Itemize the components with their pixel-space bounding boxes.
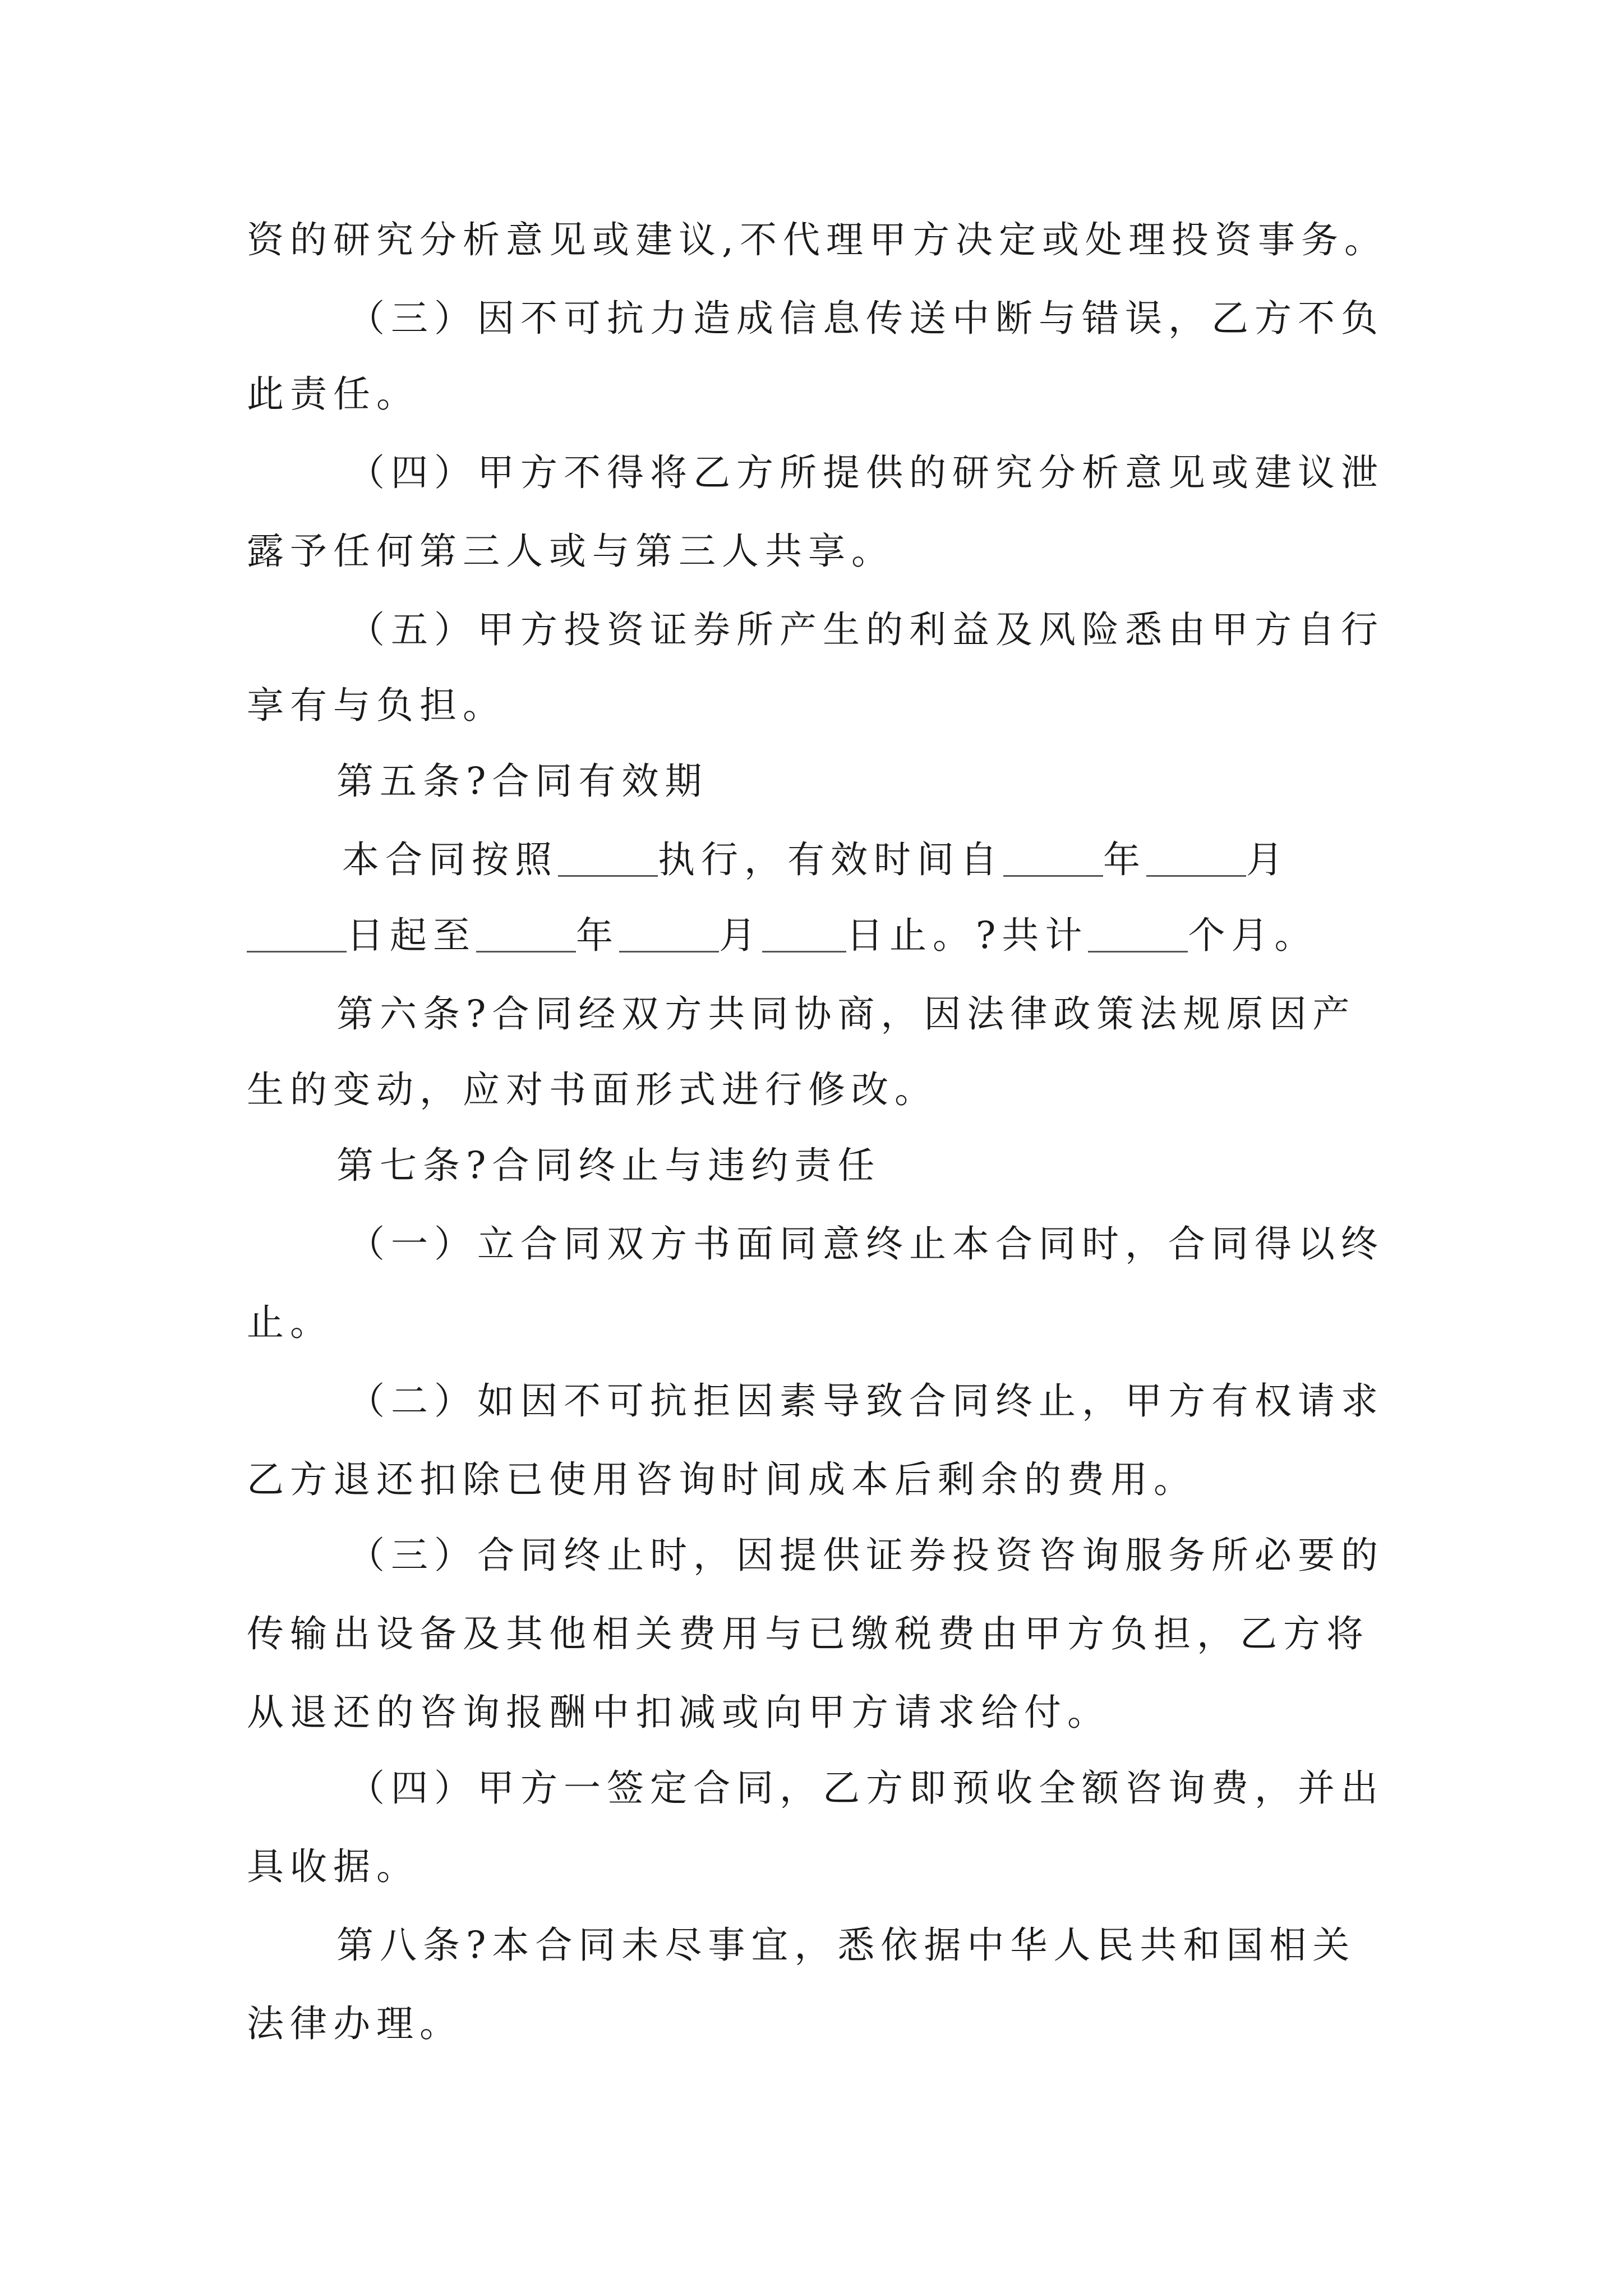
section-heading-text: 第五条?合同有效期 xyxy=(336,760,708,803)
text-line-content: （二）如因不可抗拒因素导致合同终止，甲方有权请求 xyxy=(348,1379,1384,1423)
blank-field xyxy=(762,914,846,953)
section-heading xyxy=(336,1135,1623,1197)
text-line xyxy=(348,1370,1623,1432)
text-line xyxy=(247,1059,1623,1121)
text-line-content: 享有与负担。 xyxy=(247,684,506,727)
text-line xyxy=(247,364,1623,425)
text-line xyxy=(247,1449,1623,1511)
text-line-content: （一）立合同双方书面同意终止本合同时，合同得以终 xyxy=(348,1222,1384,1266)
text-line xyxy=(247,1603,1623,1665)
term-text: 月 xyxy=(1246,838,1289,881)
term-text: 年 xyxy=(576,914,619,957)
term-text: 本合同按照 xyxy=(342,838,558,881)
blank-field xyxy=(1003,838,1103,877)
term-line-1 xyxy=(342,829,1623,891)
text-line-content: 乙方退还扣除已使用咨询时间成本后剩余的费用。 xyxy=(247,1458,1197,1501)
text-line-content: 生的变动，应对书面形式进行修改。 xyxy=(247,1068,938,1111)
text-line xyxy=(247,521,1623,582)
section-heading-text: 第八条?本合同未尽事宜，悉依据中华人民共和国相关 xyxy=(336,1924,1356,1967)
text-line xyxy=(247,1682,1623,1743)
text-line-content: （四）甲方不得将乙方所提供的研究分析意见或建议泄 xyxy=(348,451,1384,494)
term-text: 个月。 xyxy=(1188,914,1318,957)
text-line-content: 露予任何第三人或与第三人共享。 xyxy=(247,530,895,573)
text-line-content: 具收据。 xyxy=(247,1845,419,1888)
text-line-content: 从退还的咨询报酬中扣减或向甲方请求给付。 xyxy=(247,1691,1110,1734)
text-line-content: （四）甲方一签定合同，乙方即预收全额咨询费，并出 xyxy=(348,1766,1384,1810)
section-heading xyxy=(336,983,1623,1045)
text-line-content: 法律办理。 xyxy=(247,2002,463,2045)
term-text: 日止。?共计 xyxy=(846,914,1089,957)
text-line xyxy=(247,675,1623,737)
text-line-content: （三）因不可抗力造成信息传送中断与错误，乙方不负 xyxy=(348,297,1384,340)
term-text: 日起至 xyxy=(347,914,476,957)
text-line xyxy=(348,1213,1623,1275)
section-heading-text: 第七条?合同终止与违约责任 xyxy=(336,1144,881,1187)
text-line xyxy=(247,209,1623,271)
blank-field xyxy=(619,914,719,953)
term-line-2 xyxy=(247,905,1623,967)
text-line-content: 资的研究分析意见或建议,不代理甲方决定或处理投资事务。 xyxy=(247,218,1387,261)
section-heading-text: 第六条?合同经双方共同协商，因法律政策法规原因产 xyxy=(336,992,1356,1036)
text-line xyxy=(247,1292,1623,1354)
text-line-content: （三）合同终止时，因提供证券投资咨询服务所必要的 xyxy=(348,1534,1384,1577)
term-text: 年 xyxy=(1103,838,1146,881)
section-heading xyxy=(336,751,1623,812)
text-line xyxy=(348,1525,1623,1586)
text-line xyxy=(348,442,1623,504)
text-line-content: 传输出设备及其他相关费用与已缴税费由甲方负担，乙方将 xyxy=(247,1612,1370,1655)
blank-field xyxy=(1088,914,1188,953)
blank-field xyxy=(1146,838,1246,877)
text-line-content: 此责任。 xyxy=(247,372,419,416)
text-line xyxy=(348,599,1623,661)
blank-field xyxy=(247,914,347,953)
term-text: 执行，有效时间自 xyxy=(658,838,1003,881)
term-text: 月 xyxy=(719,914,762,957)
section-heading xyxy=(336,1915,1623,1976)
text-line xyxy=(247,1836,1623,1898)
blank-field xyxy=(558,838,658,877)
text-line-content: 止。 xyxy=(247,1301,333,1344)
blank-field xyxy=(476,914,576,953)
text-line-content: （五）甲方投资证券所产生的利益及风险悉由甲方自行 xyxy=(348,608,1384,651)
text-line xyxy=(247,1993,1623,2055)
text-line xyxy=(348,288,1623,349)
text-line xyxy=(348,1757,1623,1819)
